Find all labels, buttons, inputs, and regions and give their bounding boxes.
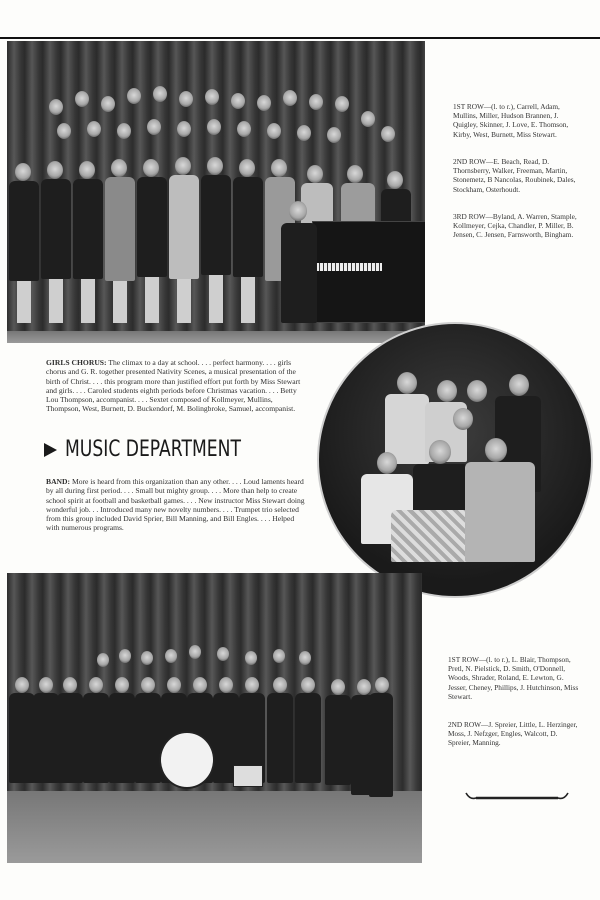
bass-drum: [159, 731, 215, 789]
girls-chorus-lead: GIRLS CHORUS:: [46, 358, 107, 367]
section-heading: [44, 437, 291, 462]
chorus-caption-row-2: 2ND ROW—E. Beach, Read, D. Thornsberry, Walker, Freeman, Martin, Stonemetz, B Nancolas, Roubinek, Dales, Stockham, Osterhoudt.: [453, 157, 576, 194]
snare-drum: [233, 765, 263, 787]
band-body: More is heard from this organization than any other. . . . Loud laments heard by all during first period. . . . Small but mighty group. . . . More than help to create school spirit at football and basketball games. . . . New instructor Miss Stewart doing wonderful job. . . Introduced many new novelty numbers. . . . Trumpet trio selected from this group included David Sprier, Bill Manning, and Bill Engles. . . . Helped with numerous programs.: [46, 477, 305, 533]
girls-chorus-paragraph: [46, 358, 306, 414]
band-lead: BAND:: [46, 477, 71, 486]
page-title: MUSIC DEPARTMENT: [65, 437, 241, 462]
band-paragraph: [46, 477, 306, 533]
band-caption-row-1: 1ST ROW—(l. to r.), L. Blair, Thompson, Pretl, N. Pielstick, D. Smith, O'Donnell, Woods, Shrader, Roland, E. Lewton, G. Jesser, Cheney, Phillips, J. Hutchinson, Miss Stewart.: [448, 655, 579, 701]
band-caption-row-2: 2ND ROW—J. Spreier, Little, L. Herzinger, Moss, J. Nefzger, Engles, Walcott, D. Spreier, Manning.: [448, 720, 578, 748]
band-photo: [7, 573, 422, 863]
girls-chorus-photo: [7, 41, 425, 343]
girls-chorus-body: The climax to a day at school. . . . perfect harmony. . . . girls chorus and G. R. together presented Nativity Scenes, a musical presentation of the birth of Christ. . . . this program more than justified effort put forth by Miss Stewart and girls. . . . Caroled students eighth periods before Christmas vacation. . . . Betty Lou Thompson, accompanist. . . . Sextet composed of Kollmeyer, Mullins, Thompson, West, Burnett, D. Buckendorf, M. Bolingbroke, Samuel, accompanist.: [46, 358, 301, 414]
chorus-caption-row-3: 3RD ROW—Byland, A. Warren, Stample, Kollmeyer, Cejka, Chandler, P. Miller, B. Jensen, C. Jensen, Farnsworth, Bingham.: [453, 212, 577, 240]
scroll-ornament: [462, 790, 572, 802]
chorus-caption-row-1: 1ST ROW—(l. to r.), Carrell, Adam, Mullins, Miller, Hudson Brannen, J. Quigley, Skinner, J. Love, E. Thomson, Kirby, West, Burnett, Miss Stewart.: [453, 102, 569, 139]
top-rule: [0, 37, 600, 39]
sextet-photo: [317, 322, 593, 598]
triangle-right-icon: [44, 443, 57, 457]
piano: [312, 221, 425, 323]
